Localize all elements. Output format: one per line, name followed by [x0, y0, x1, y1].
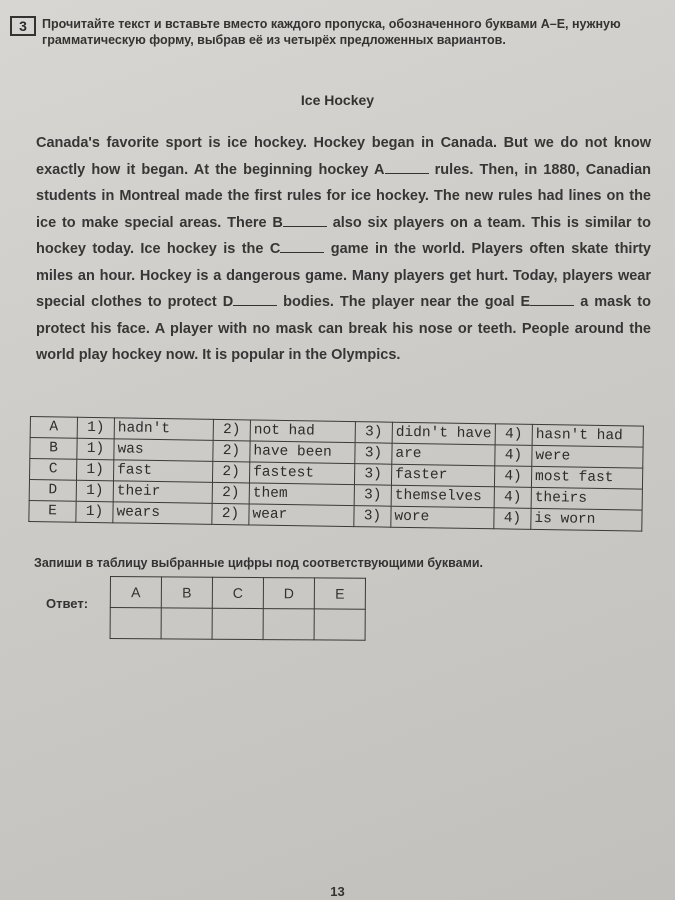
option-number: 2): [212, 482, 249, 504]
option-2: them: [249, 483, 354, 506]
gap-c: [280, 240, 324, 253]
option-number: 2): [213, 440, 250, 462]
option-2: have been: [250, 441, 355, 464]
answer-table: [110, 576, 366, 641]
page-number: 13: [330, 884, 345, 899]
answer-cell-c[interactable]: [212, 608, 263, 639]
option-1: was: [114, 439, 213, 462]
answer-letter-b: B: [161, 577, 212, 608]
answer-letter-e: E: [314, 578, 365, 609]
answer-cell-b[interactable]: [161, 608, 212, 639]
reading-text: [36, 130, 651, 369]
option-number: 4): [494, 487, 531, 509]
text-part-3: also six players on a team. This is similar to hockey today. Ice hockey is the C: [36, 214, 651, 257]
option-number: 4): [495, 445, 532, 467]
option-1: wears: [113, 502, 212, 525]
gap-b: [283, 214, 327, 227]
option-number: 3): [355, 422, 392, 444]
answer-input-row: [110, 608, 365, 641]
option-2: wear: [249, 504, 354, 527]
option-2: not had: [250, 420, 355, 443]
text-part-1: Canada's favorite sport is ice hockey. Hockey began in Canada. But we do not know exactly how it began. At the beginning hockey A: [36, 135, 651, 178]
option-4: most fast: [531, 466, 642, 489]
gap-e: [530, 293, 574, 306]
answer-cell-d[interactable]: [263, 609, 314, 640]
answer-cell-a[interactable]: [110, 608, 161, 639]
row-letter: E: [29, 500, 76, 522]
answer-cell-e[interactable]: [314, 609, 365, 640]
row-letter: B: [30, 438, 77, 460]
row-letter: D: [29, 480, 76, 502]
option-number: 2): [212, 503, 249, 525]
option-number: 3): [354, 464, 391, 486]
option-number: 1): [76, 459, 113, 481]
option-number: 1): [76, 501, 113, 523]
option-3: didn't have: [392, 422, 495, 445]
option-3: themselves: [391, 485, 494, 508]
answer-letter-c: C: [212, 577, 263, 608]
option-number: 4): [495, 424, 532, 446]
task-number: 3: [10, 16, 36, 36]
text-part-2: rules. Then, in 1880, Canadian students in Montreal made the first rules for ice hockey. The new rules had lines on the ice to make special areas. There B: [36, 161, 651, 231]
option-number: 1): [77, 438, 114, 460]
option-2: fastest: [249, 462, 354, 485]
option-4: is worn: [531, 508, 642, 531]
text-part-5: bodies. The player near the goal E: [277, 294, 531, 310]
gap-d: [233, 293, 277, 306]
option-4: theirs: [531, 487, 642, 510]
option-number: 3): [354, 506, 391, 528]
task-instruction: Прочитайте текст и вставьте вместо каждого пропуска, обозначенного буквами A–E, нужную грамматическую форму, выбрав её из четырёх предложенных вариантов.: [42, 17, 621, 47]
answer-instruction: Запиши в таблицу выбранные цифры под соответствующими буквами.: [34, 556, 483, 570]
task-header: [10, 16, 660, 48]
text-title: Ice Hockey: [300, 92, 375, 108]
options-table: [28, 416, 644, 532]
option-number: 4): [494, 466, 531, 488]
text-part-4: game in the world. Players often skate thirty miles an hour. Hockey is a dangerous game. Many players get hurt. Today, players wear special clothes to protect D: [36, 241, 651, 310]
answer-letter-d: D: [263, 578, 314, 609]
option-4: were: [532, 445, 643, 468]
option-1: hadn't: [114, 418, 213, 441]
answer-letter-a: A: [110, 577, 161, 608]
option-number: 4): [494, 508, 531, 530]
option-number: 2): [212, 461, 249, 483]
gap-a: [385, 161, 429, 174]
option-1: fast: [113, 460, 212, 483]
option-3: faster: [391, 464, 494, 487]
row-letter: A: [30, 417, 77, 439]
option-number: 2): [213, 419, 250, 441]
option-number: 1): [76, 480, 113, 502]
option-number: 3): [355, 443, 392, 465]
text-part-6: a mask to protect his face. A player with no mask can break his nose or teeth. People around the world play hockey now. It is popular in the Olympics.: [36, 294, 651, 363]
option-3: are: [392, 443, 495, 466]
option-3: wore: [391, 506, 494, 529]
row-letter: C: [30, 459, 77, 481]
answer-header-row: [110, 577, 365, 610]
option-4: hasn't had: [532, 424, 643, 447]
option-1: their: [113, 481, 212, 504]
option-number: 3): [354, 485, 391, 507]
answer-label: Ответ:: [46, 596, 89, 611]
option-number: 1): [77, 417, 114, 439]
